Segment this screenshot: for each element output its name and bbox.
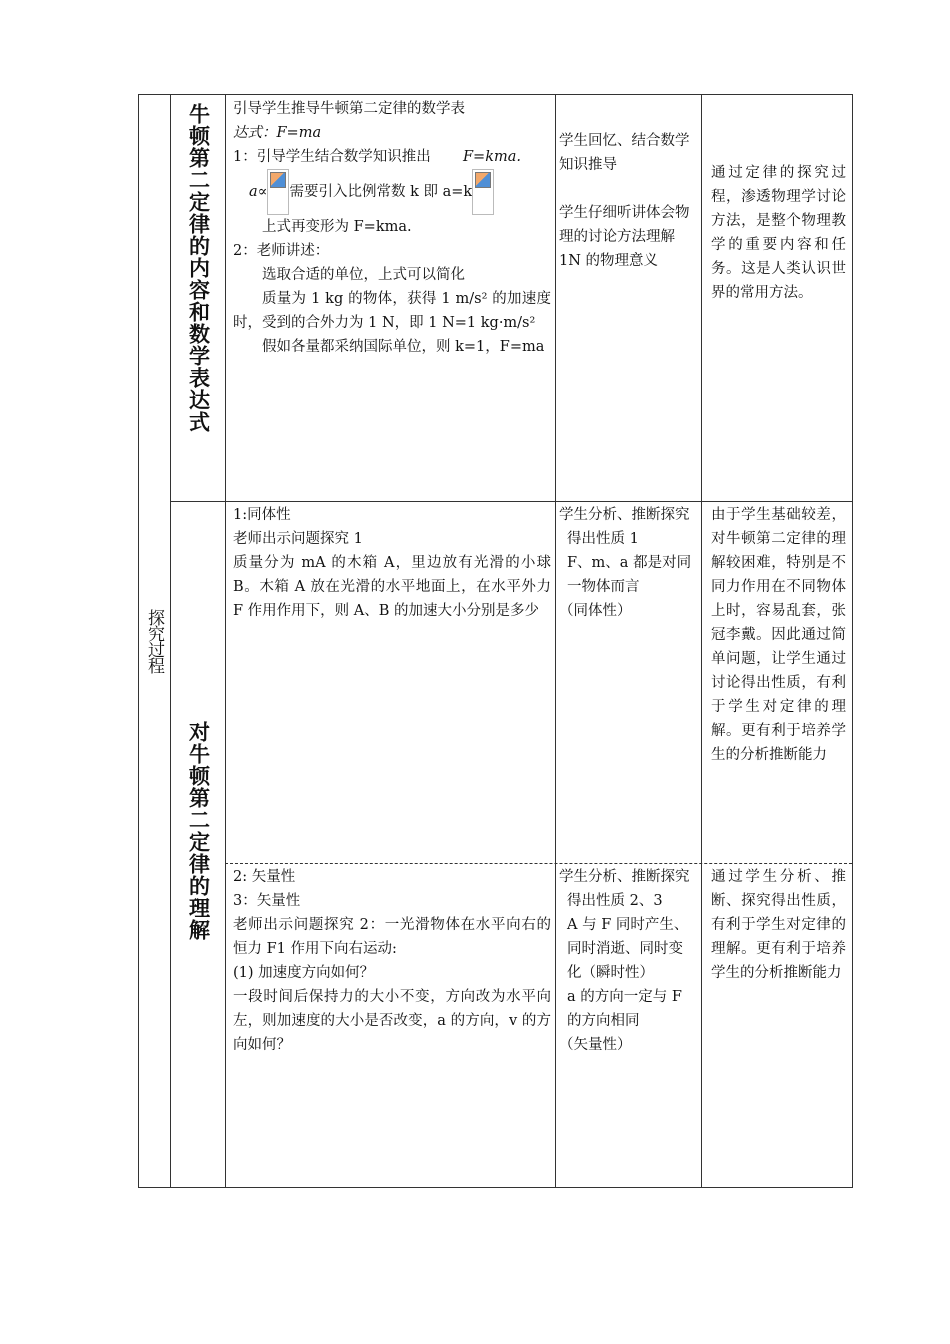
section1-title-cell <box>171 103 225 493</box>
student-line: 学生仔细听讲体会物理的讨论方法理解 1N 的物理意义 <box>559 205 690 269</box>
teacher-line: 上式再变形为 F=kma. <box>262 219 412 235</box>
teacher-line: 一段时间后保持力的大小不变，方向改为水平向左，则加速度的大小是否改变，a 的方向，v 的方向如何？ <box>233 989 551 1053</box>
intent-line: 通过定律的探究过程，渗透物理学讨论方法，是整个物理教学的重要内容和任务。这是人类认识世界的常用方法。 <box>711 165 846 301</box>
student-line: （同体性） <box>559 603 632 619</box>
section1-student-cell <box>559 129 695 273</box>
formula-image <box>472 169 494 215</box>
teacher-line: (1) 加速度方向如何？ <box>233 965 375 981</box>
teacher-line: 达式：F=ma <box>233 125 322 141</box>
teacher-line: 引导学生推导牛顿第二定律的数学表 <box>233 101 465 117</box>
section1-intent-cell <box>711 161 846 305</box>
section2a-intent-cell <box>711 503 846 767</box>
teacher-line: 需要引入比例常数 k 即 a=k <box>289 184 473 200</box>
proportional-formula: a∝ <box>249 184 268 200</box>
row-divider <box>170 501 852 502</box>
teacher-line: 1:同体性 <box>233 507 291 523</box>
stage-label: 探究过程 <box>144 609 164 673</box>
teacher-line: 老师出示问题探究 2：一光滑物体在水平向右的恒力 F1 作用下向右运动: <box>233 917 551 957</box>
teacher-line: 选取合适的单位，上式可以简化 <box>262 267 465 283</box>
teacher-formula: F=kma. <box>463 149 521 165</box>
column-divider <box>701 95 702 1187</box>
teacher-line: 假如各量都采纳国际单位，则 k=1，F=ma <box>262 339 545 355</box>
teacher-line: 质量为 1 kg 的物体，获得 1 m/s² 的加速度时，受到的合外力为 1 N，即 1 N=1 kg·m/s² <box>233 291 551 331</box>
teacher-line: 2: 矢量性 <box>233 869 296 885</box>
student-line: a 的方向一定与 F 的方向相同 <box>567 989 682 1029</box>
section2b-teacher-cell <box>233 865 551 1057</box>
lesson-plan-table <box>138 94 853 1188</box>
section2a-student-cell <box>559 503 695 623</box>
intent-line: 通过学生分析、推断、探究得出性质，有利于学生对定律的理解。更有利于培养学生的分析推断能力 <box>711 869 846 981</box>
teacher-line: 3：矢量性 <box>233 893 301 909</box>
student-line: A 与 F 同时产生、同时消逝、同时变化（瞬时性） <box>567 917 689 981</box>
student-line: （矢量性） <box>559 1037 632 1053</box>
teacher-line: 1：引导学生结合数学知识推出 <box>233 149 431 165</box>
teacher-line: 老师出示问题探究 1 <box>233 531 363 547</box>
section1-teacher-cell <box>233 97 551 359</box>
teacher-line: 2：老师讲述： <box>233 243 330 259</box>
section1-title: 牛顿第二定律的内容和数学表达式 <box>186 103 211 433</box>
formula-image <box>267 169 289 215</box>
teacher-formula-row <box>233 169 551 215</box>
student-line: 学生分析、推断探究 <box>559 507 690 523</box>
stage-label-cell <box>139 95 170 1187</box>
column-divider <box>225 95 226 1187</box>
teacher-line: 质量分为 mA 的木箱 A，里边放有光滑的小球 B。木箱 A 放在光滑的水平地面上，在水平外力 F 作用作用下，则 A、B 的加速大小分别是多少 <box>233 555 551 619</box>
intent-line: 由于学生基础较差，对牛顿第二定律的理解较困难，特别是不同力作用在不同物体上时，容易乱套，张冠李戴。因此通过简单问题，让学生通过讨论得出性质，有利于学生对定律的理解。更有利于培养学生的分析推断能力 <box>711 507 846 763</box>
section2b-intent-cell <box>711 865 846 985</box>
student-line: 学生回忆、结合数学知识推导 <box>559 133 690 173</box>
teacher-line-row <box>233 145 551 169</box>
section2-title-cell <box>171 721 225 961</box>
dashed-divider <box>225 863 852 864</box>
student-line: 得出性质 2、3 <box>567 893 663 909</box>
student-line: 得出性质 1 <box>567 531 639 547</box>
student-line: 学生分析、推断探究 <box>559 869 690 885</box>
section2-title: 对牛顿第二定律的理解 <box>186 721 211 941</box>
column-divider <box>555 95 556 1187</box>
section2a-teacher-cell <box>233 503 551 623</box>
student-line: F、m、a 都是对同一物体而言 <box>567 555 692 595</box>
section2b-student-cell <box>559 865 695 1057</box>
